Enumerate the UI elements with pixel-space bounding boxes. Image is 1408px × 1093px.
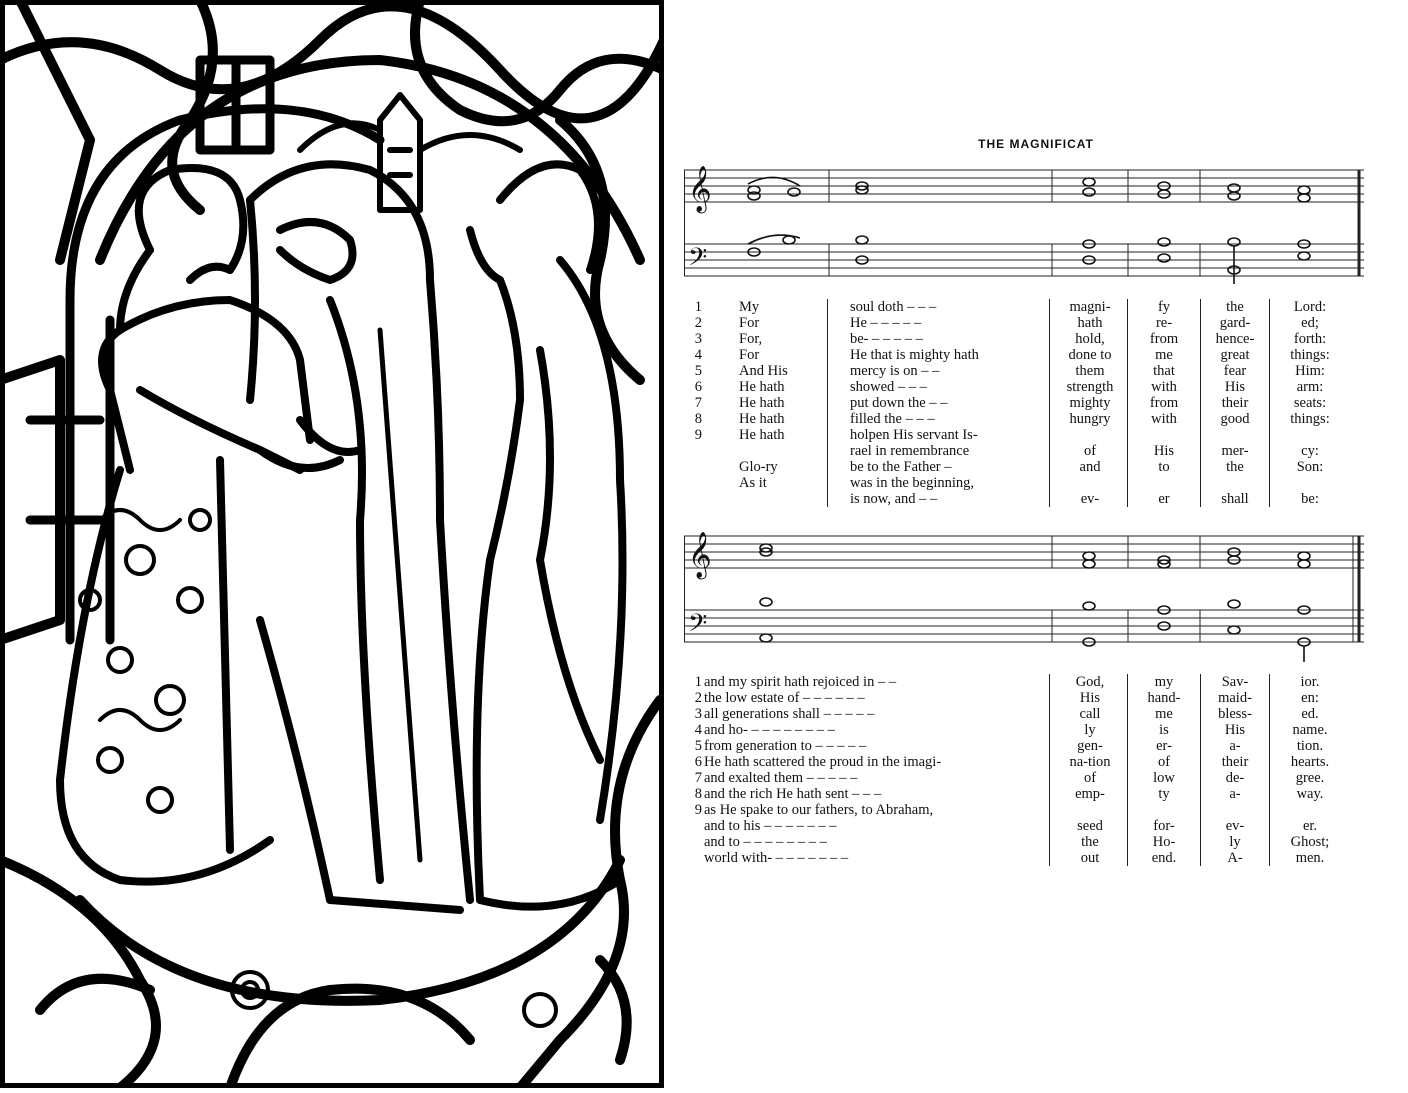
lyric-recitation-b: soul doth – – – bbox=[850, 299, 937, 315]
svg-text:𝄢: 𝄢 bbox=[688, 243, 708, 278]
lyric-chord-4: ior. bbox=[1300, 674, 1320, 690]
lyric-chord-1: gen- bbox=[1077, 738, 1103, 754]
lyric-chord-1: emp- bbox=[1075, 786, 1105, 802]
lyric-chord-2: with bbox=[1151, 411, 1177, 427]
hymn-title: THE MAGNIFICAT bbox=[978, 137, 1094, 151]
music-staff-system-1 bbox=[684, 160, 1368, 290]
lyric-chord-1: hungry bbox=[1069, 411, 1111, 427]
lyric-recitation-b: be- – – – – – bbox=[850, 331, 923, 347]
lyric-chord-1: the bbox=[1081, 834, 1099, 850]
lyric-chord-1: of bbox=[1083, 770, 1097, 786]
lyric-chord-2: re- bbox=[1155, 315, 1173, 331]
verse-number: 6 bbox=[694, 754, 702, 770]
lyric-chord-3: their bbox=[1221, 754, 1249, 770]
lyric-recitation-a: For, bbox=[739, 331, 763, 347]
verse-number: 6 bbox=[694, 379, 702, 395]
lyric-recitation: from generation to – – – – – bbox=[704, 738, 867, 754]
lyric-chord-3: bless- bbox=[1218, 706, 1252, 722]
verse-number: 7 bbox=[694, 395, 702, 411]
lyric-chord-1: hath bbox=[1077, 315, 1103, 331]
lyric-chord-4: men. bbox=[1295, 850, 1325, 866]
lyric-chord-2: me bbox=[1155, 706, 1173, 722]
lyric-chord-2: er- bbox=[1156, 738, 1172, 754]
lyric-chord-2: for- bbox=[1153, 818, 1175, 834]
lyric-chord-3: A- bbox=[1227, 850, 1243, 866]
lyric-chord-4: be: bbox=[1301, 491, 1319, 507]
verse-number: 5 bbox=[694, 738, 702, 754]
lyric-chord-4: name. bbox=[1292, 722, 1328, 738]
lyric-chord-2: to bbox=[1158, 459, 1170, 475]
lyric-chord-4: things: bbox=[1290, 411, 1330, 427]
lyric-recitation-b: holpen His servant Is- bbox=[850, 427, 978, 443]
svg-text:𝄞: 𝄞 bbox=[688, 532, 712, 578]
lyric-chord-4: arm: bbox=[1296, 379, 1324, 395]
lyric-chord-4: tion. bbox=[1296, 738, 1324, 754]
lyric-chord-3: their bbox=[1221, 395, 1249, 411]
lyric-chord-3: a- bbox=[1229, 738, 1241, 754]
lyric-chord-2: end. bbox=[1151, 850, 1177, 866]
lyric-recitation: and exalted them – – – – – bbox=[704, 770, 858, 786]
lyric-recitation-b: be to the Father – bbox=[850, 459, 952, 475]
verse-number: 5 bbox=[694, 363, 702, 379]
lyric-chord-3: Sav- bbox=[1221, 674, 1249, 690]
lyric-chord-4: forth: bbox=[1293, 331, 1327, 347]
lyric-chord-4: hearts. bbox=[1290, 754, 1330, 770]
lyric-recitation: as He spake to our fathers, to Abraham, bbox=[704, 802, 934, 818]
lyric-recitation-a: As it bbox=[739, 475, 767, 491]
lyric-chord-3: shall bbox=[1221, 491, 1249, 507]
lyric-chord-1: call bbox=[1079, 706, 1101, 722]
lyric-recitation-a: He hath bbox=[739, 427, 785, 443]
lyric-recitation: and the rich He hath sent – – – bbox=[704, 786, 882, 802]
lyric-chord-1: out bbox=[1080, 850, 1100, 866]
lyric-recitation-b: showed – – – bbox=[850, 379, 927, 395]
verse-number: 7 bbox=[694, 770, 702, 786]
lyric-chord-4: seats: bbox=[1293, 395, 1327, 411]
lyric-chord-3: hence- bbox=[1215, 331, 1255, 347]
lyric-recitation-b: rael in remembrance bbox=[850, 443, 970, 459]
lyric-recitation-a: And His bbox=[739, 363, 788, 379]
lyric-chord-2: hand- bbox=[1147, 690, 1181, 706]
verse-number: 9 bbox=[694, 427, 702, 443]
lyric-recitation-a: For bbox=[739, 315, 760, 331]
svg-text:𝄞: 𝄞 bbox=[688, 166, 712, 212]
lyric-chord-3: maid- bbox=[1218, 690, 1252, 706]
verse-number: 2 bbox=[694, 315, 702, 331]
lyric-chord-4: things: bbox=[1290, 347, 1330, 363]
lyric-chord-4: Son: bbox=[1296, 459, 1324, 475]
lyric-chord-3: fear bbox=[1223, 363, 1247, 379]
lyric-recitation: and ho- – – – – – – – – bbox=[704, 722, 835, 738]
verse-number: 3 bbox=[694, 706, 702, 722]
lyric-chord-2: from bbox=[1149, 331, 1179, 347]
lyric-chord-3: the bbox=[1226, 299, 1244, 315]
lyric-chord-2: that bbox=[1153, 363, 1175, 379]
lyric-chord-1: His bbox=[1079, 690, 1101, 706]
lyric-chord-1: strength bbox=[1066, 379, 1114, 395]
verse-number: 1 bbox=[694, 299, 702, 315]
lyric-recitation-b: He – – – – – bbox=[850, 315, 922, 331]
lyric-chord-4: Him: bbox=[1295, 363, 1325, 379]
lyric-recitation: the low estate of – – – – – – bbox=[704, 690, 865, 706]
lyric-recitation: and my spirit hath rejoiced in – – bbox=[704, 674, 897, 690]
lyric-chord-4: ed. bbox=[1301, 706, 1319, 722]
stained-glass-visitation-icon bbox=[0, 0, 664, 1088]
lyric-chord-3: ev- bbox=[1225, 818, 1245, 834]
lyric-recitation-a: He hath bbox=[739, 411, 785, 427]
lyric-chord-4: en: bbox=[1301, 690, 1319, 706]
lyric-chord-2: Ho- bbox=[1152, 834, 1176, 850]
lyric-chord-3: de- bbox=[1225, 770, 1245, 786]
lyric-chord-1: na-tion bbox=[1069, 754, 1111, 770]
lyric-chord-4: cy: bbox=[1301, 443, 1319, 459]
lyric-chord-1: done to bbox=[1068, 347, 1112, 363]
music-staff-system-2 bbox=[684, 522, 1368, 662]
hymn-score bbox=[664, 0, 1408, 1088]
lyric-chord-2: His bbox=[1153, 443, 1175, 459]
lyric-chord-2: fy bbox=[1157, 299, 1171, 315]
lyric-chord-1: ev- bbox=[1080, 491, 1100, 507]
lyric-chord-4: gree. bbox=[1295, 770, 1325, 786]
lyric-chord-2: is bbox=[1159, 722, 1169, 738]
lyric-recitation-b: He that is mighty hath bbox=[850, 347, 979, 363]
lyric-chord-1: and bbox=[1079, 459, 1101, 475]
lyric-chord-2: me bbox=[1155, 347, 1173, 363]
lyric-recitation: world with- – – – – – – – bbox=[704, 850, 849, 866]
verse-number: 9 bbox=[694, 802, 702, 818]
lyric-chord-1: seed bbox=[1077, 818, 1103, 834]
lyric-chord-4: way. bbox=[1296, 786, 1324, 802]
lyric-chord-2: er bbox=[1158, 491, 1170, 507]
lyric-chord-1: ly bbox=[1084, 722, 1096, 738]
lyric-chord-4: Ghost; bbox=[1290, 834, 1330, 850]
lyric-chord-3: gard- bbox=[1219, 315, 1251, 331]
lyric-recitation-b: mercy is on – – bbox=[850, 363, 940, 379]
lyric-chord-2: ty bbox=[1158, 786, 1170, 802]
lyric-recitation: all generations shall – – – – – bbox=[704, 706, 875, 722]
lyric-chord-4: er. bbox=[1302, 818, 1318, 834]
lyric-chord-3: great bbox=[1220, 347, 1250, 363]
lyric-chord-1: of bbox=[1083, 443, 1097, 459]
lyric-chord-2: from bbox=[1149, 395, 1179, 411]
lyric-chord-3: His bbox=[1224, 379, 1246, 395]
verse-number: 3 bbox=[694, 331, 702, 347]
lyric-chord-4: Lord: bbox=[1293, 299, 1327, 315]
lyric-recitation: and to his – – – – – – – bbox=[704, 818, 837, 834]
lyric-recitation-b: is now, and – – bbox=[850, 491, 938, 507]
lyric-chord-3: ly bbox=[1229, 834, 1241, 850]
lyric-recitation-b: put down the – – bbox=[850, 395, 948, 411]
lyric-recitation-a: For bbox=[739, 347, 760, 363]
lyric-chord-2: my bbox=[1154, 674, 1174, 690]
verse-number: 4 bbox=[694, 347, 702, 363]
verse-number: 4 bbox=[694, 722, 702, 738]
lyric-chord-3: mer- bbox=[1221, 443, 1249, 459]
lyric-chord-1: God, bbox=[1075, 674, 1105, 690]
lyric-chord-2: low bbox=[1153, 770, 1175, 786]
lyric-chord-3: good bbox=[1220, 411, 1250, 427]
svg-text:𝄢: 𝄢 bbox=[688, 609, 708, 644]
lyric-recitation-a: Glo-ry bbox=[739, 459, 778, 475]
lyric-chord-2: of bbox=[1157, 754, 1171, 770]
lyric-chord-4: ed; bbox=[1301, 315, 1319, 331]
lyric-chord-1: them bbox=[1075, 363, 1105, 379]
lyric-chord-1: hold, bbox=[1075, 331, 1105, 347]
lyric-chord-3: the bbox=[1226, 459, 1244, 475]
verse-number: 1 bbox=[694, 674, 702, 690]
lyric-recitation-a: He hath bbox=[739, 379, 785, 395]
lyric-chord-2: with bbox=[1151, 379, 1177, 395]
lyric-chord-1: mighty bbox=[1069, 395, 1111, 411]
verse-number: 8 bbox=[694, 786, 702, 802]
lyric-recitation-b: filled the – – – bbox=[850, 411, 935, 427]
verse-number: 2 bbox=[694, 690, 702, 706]
lyric-recitation: He hath scattered the proud in the imagi- bbox=[704, 754, 942, 770]
lyric-chord-3: His bbox=[1224, 722, 1246, 738]
verse-number: 8 bbox=[694, 411, 702, 427]
lyric-recitation: and to – – – – – – – – bbox=[704, 834, 827, 850]
lyric-recitation-a: My bbox=[739, 299, 760, 315]
lyric-recitation-a: He hath bbox=[739, 395, 785, 411]
lyric-chord-1: magni- bbox=[1069, 299, 1111, 315]
lyric-recitation-b: was in the beginning, bbox=[850, 475, 975, 491]
stained-glass-artwork bbox=[0, 0, 664, 1088]
lyric-chord-3: a- bbox=[1229, 786, 1241, 802]
